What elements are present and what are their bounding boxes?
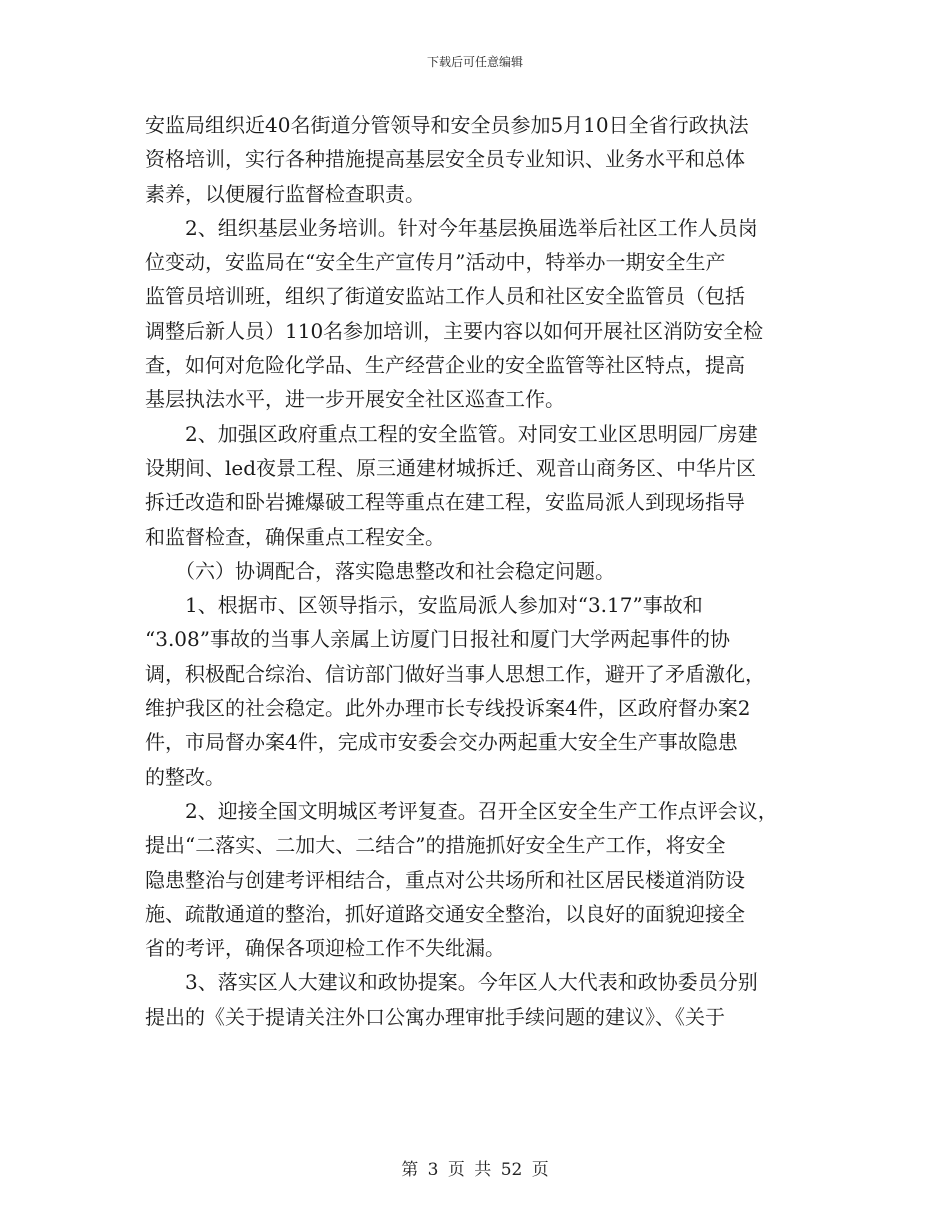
text-line: 调，积极配合综治、信访部门做好当事人思想工作，避开了矛盾激化， — [145, 661, 765, 686]
text-line: 2、迎接全国文明城区考评复查。召开全区安全生产工作点评会议， — [145, 798, 778, 823]
text-line: 设期间、led夜景工程、原三通建材城拆迁、观音山商务区、中华片区 — [145, 455, 757, 480]
text-line: 维护我区的社会稳定。此外办理市长专线投诉案4件，区政府督办案2 — [145, 696, 751, 721]
document-body — [145, 108, 825, 1034]
text-line: 基层执法水平，进一步开展安全社区巡查工作。 — [145, 387, 565, 412]
text-line: 查，如何对危险化学品、生产经营企业的安全监管等社区特点，提高 — [145, 353, 745, 378]
page-footer: 第 3 页 共 52 页 — [401, 1160, 549, 1180]
text-line: 拆迁改造和卧岩摊爆破工程等重点在建工程，安监局派人到现场指导 — [145, 490, 745, 515]
text-line: 资格培训，实行各种措施提高基层安全员专业知识、业务水平和总体 — [145, 147, 745, 172]
text-line: 监管员培训班，组织了街道安监站工作人员和社区安全监管员（包括 — [145, 284, 745, 309]
text-line: 位变动，安监局在“安全生产宣传月”活动中，特举办一期安全生产 — [145, 250, 726, 275]
text-line: 2、组织基层业务培训。针对今年基层换届选举后社区工作人员岗 — [145, 215, 758, 240]
text-line: 隐患整治与创建考评相结合，重点对公共场所和社区居民楼道消防设 — [145, 867, 745, 892]
text-line: 提出的《关于提请关注外口公寓办理审批手续问题的建议》、《关于 — [145, 1004, 725, 1029]
text-line: 施、疏散通道的整治，抓好道路交通安全整治，以良好的面貌迎接全 — [145, 901, 745, 926]
text-line: 的整改。 — [145, 764, 225, 789]
text-line: 3、落实区人大建议和政协提案。今年区人大代表和政协委员分别 — [145, 970, 758, 995]
text-line: 提出“二落实、二加大、二结合”的措施抓好安全生产工作，将安全 — [145, 833, 726, 858]
text-line: 1、根据市、区领导指示，安监局派人参加对“3.17”事故和 — [145, 593, 703, 618]
text-line: 安监局组织近40名街道分管领导和安全员参加5月10日全省行政执法 — [145, 113, 749, 137]
section-heading: （六）协调配合，落实隐患整改和社会稳定问题。 — [145, 558, 615, 583]
text-line: 和监督检查，确保重点工程安全。 — [145, 524, 445, 549]
text-line: 素养，以便履行监督检查职责。 — [145, 181, 425, 206]
text-line: 省的考评，确保各项迎检工作不失纰漏。 — [145, 936, 505, 961]
text-line: “3.08”事故的当事人亲属上访厦门日报社和厦门大学两起事件的协 — [145, 627, 730, 652]
page-header: 下载后可任意编辑 — [426, 55, 523, 69]
body-text — [145, 108, 825, 1034]
text-line: 2、加强区政府重点工程的安全监管。对同安工业区思明园厂房建 — [145, 421, 758, 446]
text-line: 件，市局督办案4件，完成市安委会交办两起重大安全生产事故隐患 — [145, 730, 738, 755]
text-line: 调整后新人员）110名参加培训，主要内容以如何开展社区消防安全检 — [145, 318, 764, 343]
